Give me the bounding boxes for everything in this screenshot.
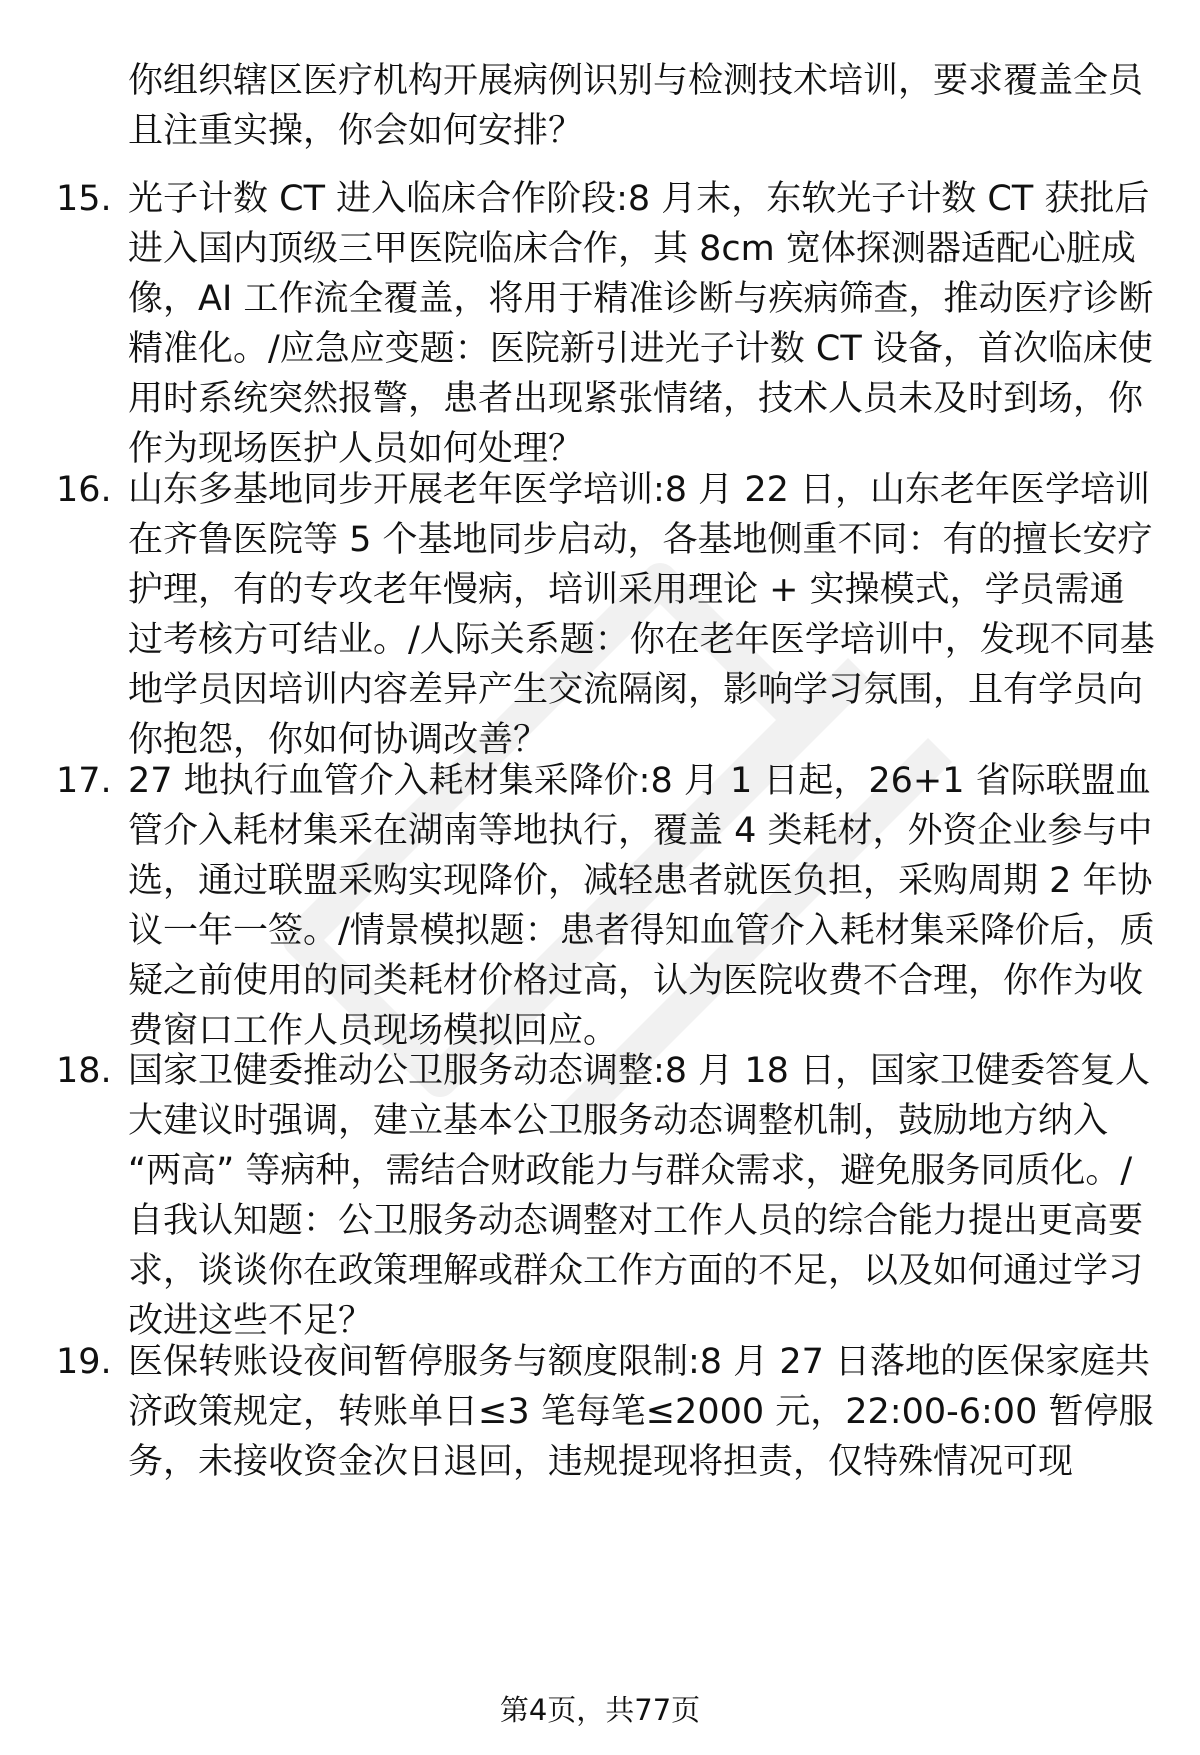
item-text: 山东多基地同步开展老年医学培训:8 月 22 日，山东老年医学培训在齐鲁医院等 5 个基地同步启动，各基地侧重不同：有的擅长安疗护理，有的专攻老年慢病，培训采用理论 + 实操模式，学员需通过考核方可结业。/人际关系题：你在老年医学培训中，发现不同基地学员因培训内容差异产生交流隔阂，影响学习氛围，且有学员向你抱怨，你如何协调改善？ [128, 470, 1155, 760]
item-number: 17. [56, 761, 112, 801]
item-text: 国家卫健委推动公卫服务动态调整:8 月 18 日，国家卫健委答复人大建议时强调，建立基本公卫服务动态调整机制，鼓励地方纳入 “两高” 等病种，需结合财政能力与群众需求，避免服务同质化。/自我认知题：公卫服务动态调整对工作人员的综合能力提出更高要求，谈谈你在政策理解或群众工作方面的不足，以及如何通过学习改进这些不足？ [128, 1051, 1150, 1341]
item-text: 医保转账设夜间暂停服务与额度限制:8 月 27 日落地的医保家庭共济政策规定，转账单日≤3 笔每笔≤2000 元，22:00-6:00 暂停服务，未接收资金次日退回，违规提现将担责，仅特殊情况可现 [128, 1342, 1154, 1482]
item-text: 27 地执行血管介入耗材集采降价:8 月 1 日起，26+1 省际联盟血管介入耗材集采在湖南等地执行，覆盖 4 类耗材，外资企业参与中选，通过联盟采购实现降价，减轻患者就医负担，采购周期 2 年协议一年一签。/情景模拟题：患者得知血管介入耗材集采降价后，质疑之前使用的同类耗材价格过高，认为医院收费不合理，你作为收费窗口工作人员现场模拟回应。 [128, 761, 1155, 1051]
item-number: 16. [56, 470, 112, 510]
item-number: 15. [56, 179, 112, 219]
item-text: 光子计数 CT 进入临床合作阶段:8 月末，东软光子计数 CT 获批后进入国内顶级三甲医院临床合作，其 8cm 宽体探测器适配心脏成像，AI 工作流全覆盖，将用于精准诊断与疾病筛查，推动医疗诊断精准化。/应急应变题：医院新引进光子计数 CT 设备，首次临床使用时系统突然报警，患者出现紧张情绪，技术人员未及时到场，你作为现场医护人员如何处理？ [128, 179, 1154, 469]
page-footer: 第4页，共77页 [499, 1693, 701, 1727]
item-number: 18. [56, 1051, 112, 1091]
item-number: 19. [56, 1342, 112, 1382]
intro-paragraph: 你组织辖区医疗机构开展病例识别与检测技术培训，要求覆盖全员且注重实操，你会如何安排？ [128, 61, 1144, 151]
